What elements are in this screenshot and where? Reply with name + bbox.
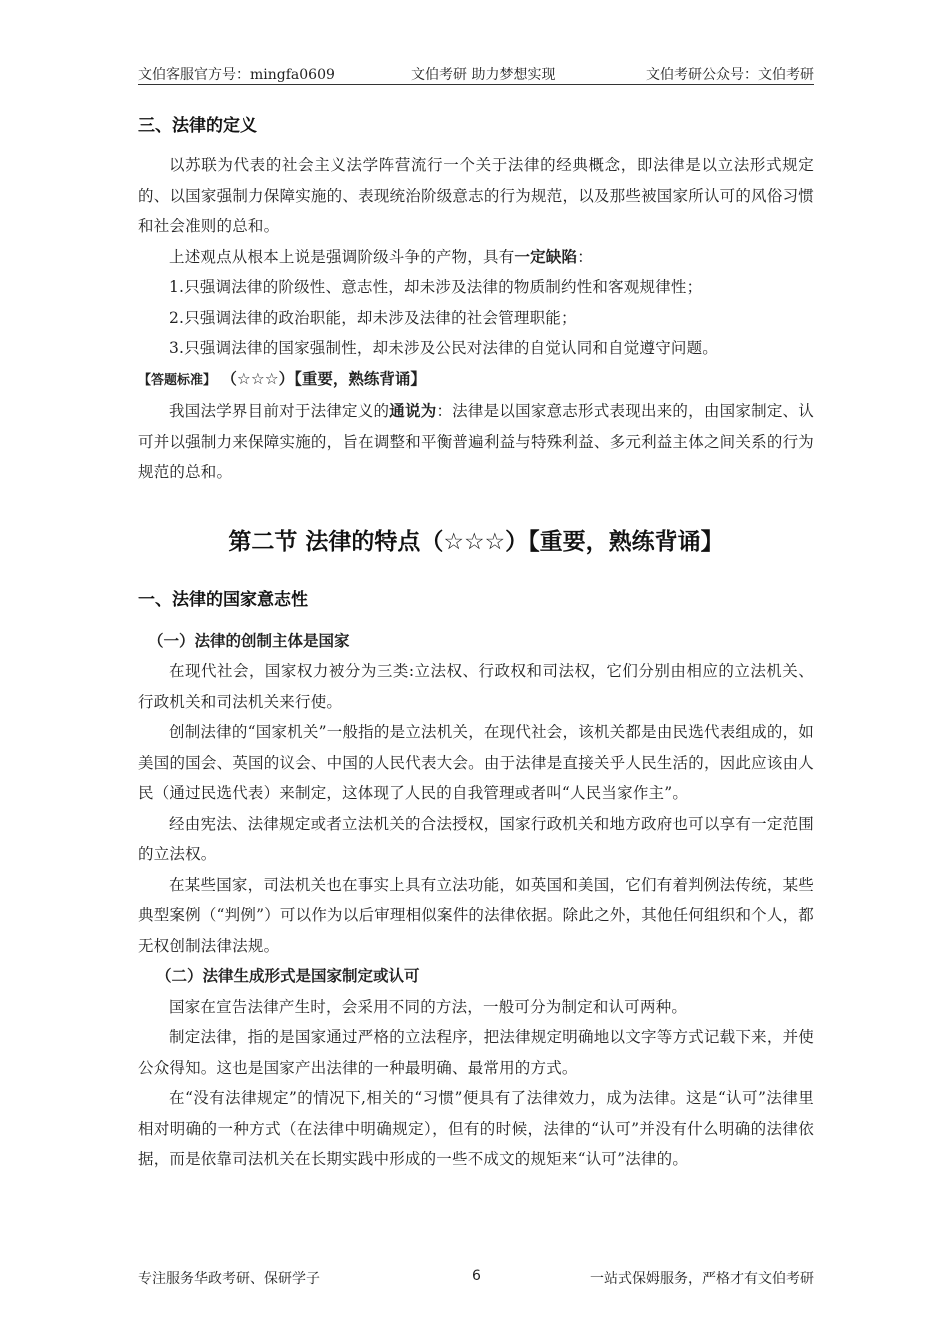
emphasis-text: 一定缺陷 — [514, 247, 578, 266]
subsection-title: （一）法律的创制主体是国家 — [148, 631, 350, 650]
paragraph-text: ： — [577, 247, 593, 266]
header-service-account: 文伯客服官方号：mingfa0609 — [138, 67, 335, 83]
paragraph: 在现代社会，国家权力被分为三类:立法权、行政权和司法权，它们分别由相应的立法机关、行政机关和司法机关来行使。 — [138, 662, 814, 711]
section-title-state-will: 一、法律的国家意志性 — [138, 589, 308, 610]
answer-standard-tag: 【答题标准】 — [138, 372, 217, 388]
paragraph: 经由宪法、法律规定或者立法机关的合法授权，国家行政机关和地方政府也可以享有一定范围的立法权。 — [138, 814, 814, 863]
paragraph — [138, 242, 814, 273]
page-number: 6 — [472, 1268, 481, 1284]
paragraph-text: ：法律是以国家意志形式表现出来的，由国家制定、认可并以强制力来保障实施的，旨在调整和平衡普遍利益与特殊利益、多元利益主体之间关系的行为规范的总和。 — [138, 402, 814, 481]
subsection-title: （二）法律生成形式是国家制定或认可 — [156, 967, 420, 985]
paragraph — [138, 396, 814, 488]
header-public-account: 文伯考研公众号：文伯考研 — [646, 67, 814, 83]
list-item: 1.只强调法律的阶级性、意志性，却未涉及法律的物质制约性和客观规律性； — [169, 278, 703, 296]
paragraph: 国家在宣告法律产生时，会采用不同的方法，一般可分为制定和认可两种。 — [169, 997, 688, 1016]
chapter-title: 第二节 法律的特点（☆☆☆）【重要，熟练背诵】 — [228, 528, 724, 555]
page-header — [138, 62, 814, 85]
section-title-definition: 三、法律的定义 — [138, 116, 257, 136]
list-item: 3.只强调法律的国家强制性，却未涉及公民对法律的自觉认同和自觉遵守问题。 — [169, 339, 718, 357]
paragraph: 制定法律，指的是国家通过严格的立法程序，把法律规定明确地以文字等方式记载下来，并使公众得知。这也是国家产出法律的一种最明确、最常用的方式。 — [138, 1028, 814, 1077]
page-content — [138, 108, 814, 1175]
paragraph-text: 上述观点从根本上说是强调阶级斗争的产物，具有 — [169, 247, 515, 266]
footer-slogan-right: 一站式保姆服务，严格才有文伯考研 — [590, 1271, 814, 1287]
header-slogan: 文伯考研 助力梦想实现 — [411, 67, 556, 83]
paragraph: 在某些国家，司法机关也在事实上具有立法功能，如英国和美国，它们有着判例法传统，某些典型案例（“判例”）可以作为以后审理相似案件的法律依据。除此之外，其他任何组织和个人，都无权创制法律法规。 — [138, 875, 814, 955]
answer-standard-rating: （☆☆☆）【重要，熟练背诵】 — [221, 369, 426, 388]
answer-standard-line — [138, 364, 814, 397]
page-footer — [138, 1268, 814, 1288]
list-item: 2.只强调法律的政治职能，却未涉及法律的社会管理职能； — [169, 308, 577, 327]
emphasis-text: 通说为 — [389, 402, 437, 420]
footer-slogan-left: 专注服务华政考研、保研学子 — [138, 1271, 320, 1287]
paragraph-text: 我国法学界目前对于法律定义的 — [169, 402, 390, 420]
paragraph: 在“没有法律规定”的情况下,相关的“习惯”便具有了法律效力，成为法律。这是“认可”法律里相对明确的一种方式（在法律中明确规定），但有的时候，法律的“认可”并没有什么明确的法律依据，而是依靠司法机关在长期实践中形成的一些不成文的规矩来“认可”法律的。 — [138, 1089, 814, 1168]
paragraph: 以苏联为代表的社会主义法学阵营流行一个关于法律的经典概念，即法律是以立法形式规定的、以国家强制力保障实施的、表现统治阶级意志的行为规范，以及那些被国家所认可的风俗习惯和社会准则的总和。 — [138, 156, 814, 235]
paragraph: 创制法律的“国家机关”一般指的是立法机关，在现代社会，该机关都是由民选代表组成的，如美国的国会、英国的议会、中国的人民代表大会。由于法律是直接关乎人民生活的，因此应该由人民（通过民选代表）来制定，这体现了人民的自我管理或者叫“人民当家作主”。 — [138, 723, 814, 802]
